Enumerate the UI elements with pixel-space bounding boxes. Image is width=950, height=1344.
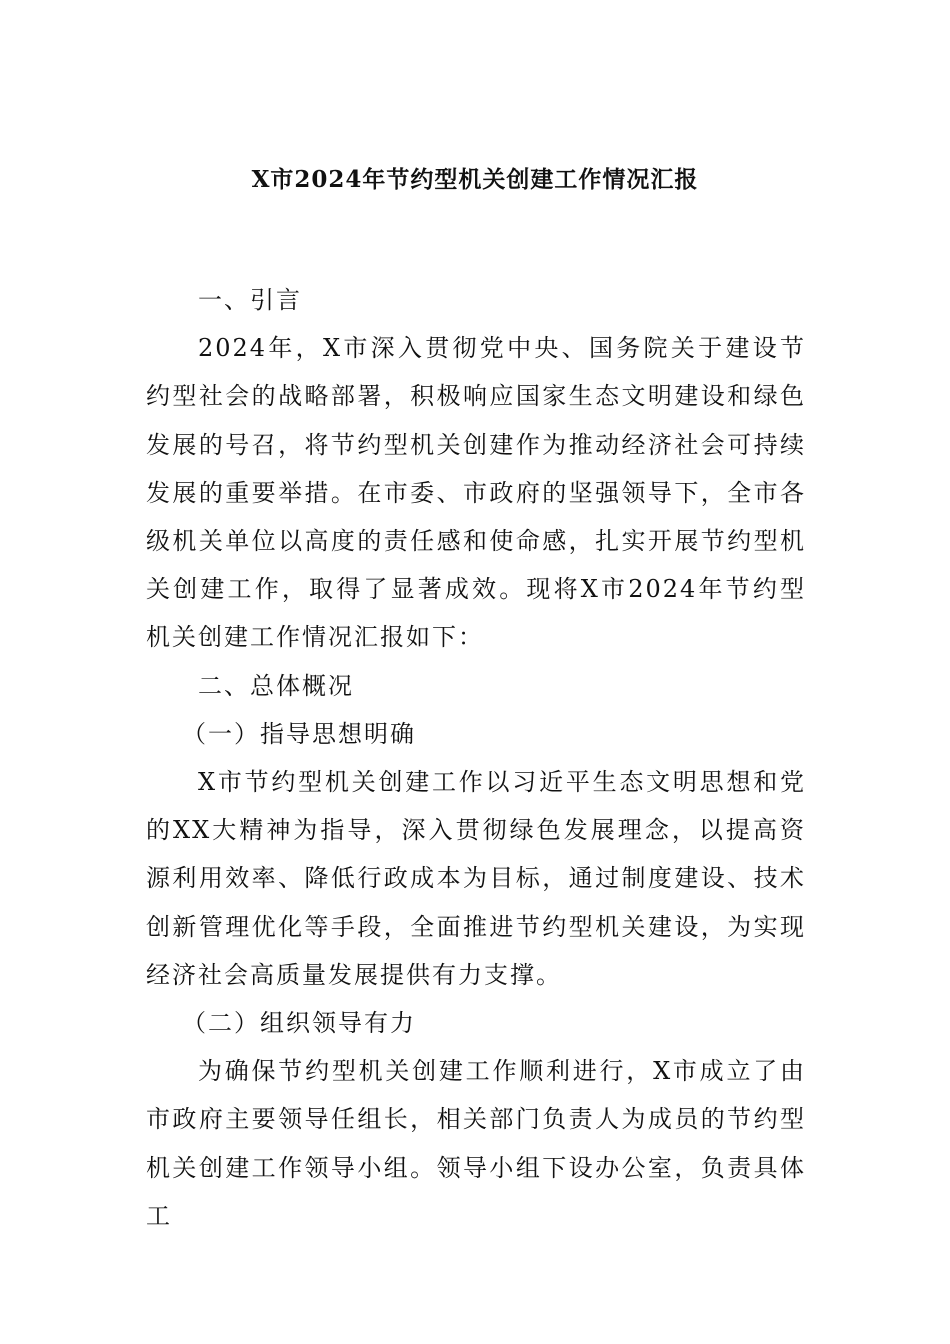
section-heading-overview: 二、总体概况 xyxy=(198,671,354,700)
subsection-heading-guiding-thought: （一）指导思想明确 xyxy=(182,719,416,748)
section-heading-intro: 一、引言 xyxy=(198,286,302,314)
intro-paragraph: 2024年，X市深入贯彻党中央、国务院关于建设节约型社会的战略部署，积极响应国家生态文明建设和绿色发展的号召，将节约型机关创建作为推动经济社会可持续发展的重要举措。在市委、市政府的坚强领导下，全市各级机关单位以高度的责任感和使命感，扎实开展节约型机关创建工作，取得了显著成效。现将X市2024年节约型机关创建工作情况汇报如下： xyxy=(146,334,806,652)
document-body xyxy=(146,276,806,1240)
document-title: X市2024年节约型机关创建工作情况汇报 xyxy=(251,166,699,193)
guiding-thought-paragraph: X市节约型机关创建工作以习近平生态文明思想和党的XX大精神为指导，深入贯彻绿色发展理念，以提高资源利用效率、降低行政成本为目标，通过制度建设、技术创新管理优化等手段，全面推进节约型机关建设，为实现经济社会高质量发展提供有力支撑。 xyxy=(146,768,806,989)
subsection-heading-leadership: （二）组织领导有力 xyxy=(182,1009,416,1038)
leadership-paragraph: 为确保节约型机关创建工作顺利进行，X市成立了由市政府主要领导任组长，相关部门负责人为成员的节约型机关创建工作领导小组。领导小组下设办公室，负责具体工 xyxy=(146,1057,806,1230)
